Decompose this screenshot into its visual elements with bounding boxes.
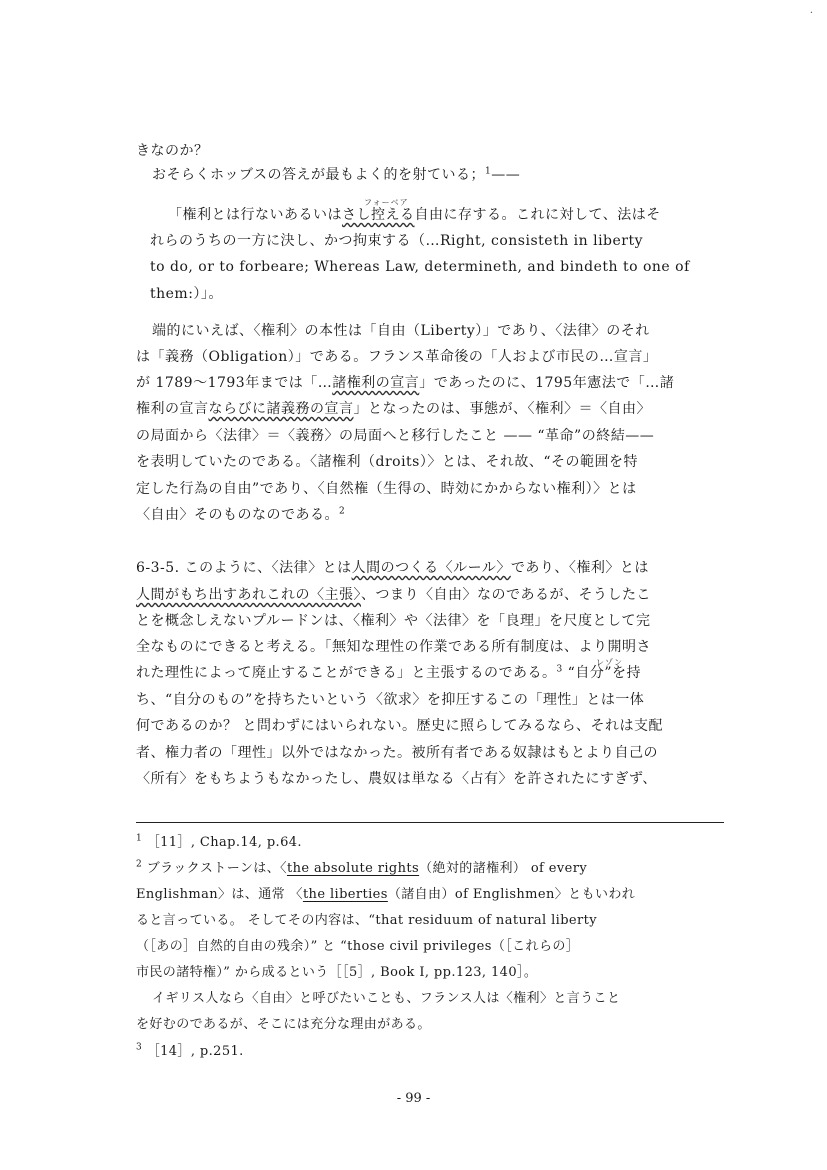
text-line: とを概念しえないプルードンは、〈権利〉や〈法律〉を「良理」を尺度として完 [136, 613, 651, 629]
footnote-line: ると言っている。 そしてその内容は、“that residuum of natural liberty [136, 913, 598, 928]
footnote-1: $^1$ ［11］, Chap.14, p.64. [136, 833, 302, 850]
emphasized-term: 人間のつくる〈ルール〉 [351, 560, 511, 576]
emphasized-term: ならびに諸義務の宣言 [208, 401, 354, 417]
footnote-line: 市民の諸特権）” から成るという［［5］, Book I, pp.123, 140］。 [136, 965, 538, 980]
text-line: は「義務（Obligation）」である。フランス革命後の「人および市民の…宣言」 [136, 349, 658, 365]
text-line: 端的にいえば、〈権利〉の本性は「自由（Liberty）」であり、〈法律〉のそれ [152, 323, 650, 339]
text-line: 人間がもち出すあれこれの〈主張〉、つまり〈自由〉なのであるが、そうしたこ [136, 587, 651, 603]
text-line: おそらくホッブスの答えが最もよく的を射ている；$^1$—— [152, 166, 521, 183]
text-line: れた理性によって廃止することができる」と主張するのである。$^3$ “自分”を持 [136, 664, 641, 681]
footnote-line: （［あの］自然的自由の残余）” と “those civil privileges（［これらの］ [136, 939, 580, 954]
text-line: 全なものにできると考える。「無知な理性の作業である所有制度は、より開明さ [136, 639, 651, 655]
footnote-line: Englishman〉は、通常 〈the liberties（諸自由）of Englishmen〉ともいわれ [136, 887, 636, 902]
text-line: を表明していたのである。〈諸権利（droits）〉とは、それ故、“その範囲を特 [136, 454, 639, 470]
ruby-annotation: レゾン [596, 658, 623, 667]
text-line: 者、権力者の「理性」以外ではなかった。被所有者である奴隷はもとより自己の [136, 745, 658, 761]
footnote-2: $^2$ ブラックストーンは、〈the absolute rights（絶対的諸権利） of every [136, 859, 588, 876]
annotated-term: さし控える [342, 207, 415, 223]
emphasized-term: 諸権利の宣言 [332, 375, 420, 391]
text-line: が 1789〜1793年までは「…諸権利の宣言」であったのに、1795年憲法で「…諸 [136, 375, 675, 391]
quote-line: to do, or to forbeare; Whereas Law, determineth, and bindeth to one of [150, 259, 690, 275]
footnote-line: イギリス人なら〈自由〉と呼びたいことも、フランス人は〈権利〉と言うこと [152, 991, 621, 1006]
text-line: ち、“自分のもの”を持ちたいという〈欲求〉を抑圧するこの「理性」とは一体 [136, 692, 645, 708]
text-line: 定した行為の自由”であり、〈自然権（生得の、時効にかからない権利）〉とは [136, 481, 637, 497]
text-line: 6-3-5. このように、〈法律〉とは人間のつくる〈ルール〉であり、〈権利〉とは [136, 560, 649, 576]
quote-line: れらのうちの一方に決し、かつ拘束する（…Right, consisteth in liberty [150, 233, 644, 249]
ruby-annotation: フォーベア [364, 198, 409, 207]
text-line: きなのか？ [136, 143, 209, 159]
text-line: 〈所有〉をもちようもなかったし、農奴は単なる〈占有〉を許されたにすぎず、 [136, 771, 657, 787]
footnote-line: を好むのであるが、そこには充分な理由がある。 [136, 1017, 431, 1032]
footnote-divider [136, 822, 724, 823]
quote-line: 「権利とは行ないあるいはさし控える自由に存する。これに対して、法はそ [168, 207, 661, 223]
text-line: 権利の宣言ならびに諸義務の宣言」となったのは、事態が、〈権利〉＝〈自由〉 [136, 401, 651, 417]
footnote-3: $^3$ ［14］, p.251. [136, 1042, 244, 1059]
text-line: 何であるのか？ と問わずにはいられない。歴史に照らしてみるなら、それは支配 [136, 718, 663, 734]
corner-mark: · [809, 8, 813, 19]
footnote-ref: 3 [556, 664, 563, 675]
page-number: - 99 - [396, 1091, 431, 1106]
quote-line: them:）」。 [150, 286, 223, 302]
text-line: の局面から〈法律〉＝〈義務〉の局面へと移行したこと —— “革命”の終結—— [136, 428, 655, 444]
footnote-ref: 1 [484, 166, 492, 177]
footnote-ref: 2 [339, 506, 346, 517]
text-line: 〈自由〉そのものなのである。$^2$ [136, 506, 346, 523]
emphasized-term: 人間がもち出すあれこれの〈主張〉 [136, 587, 361, 603]
